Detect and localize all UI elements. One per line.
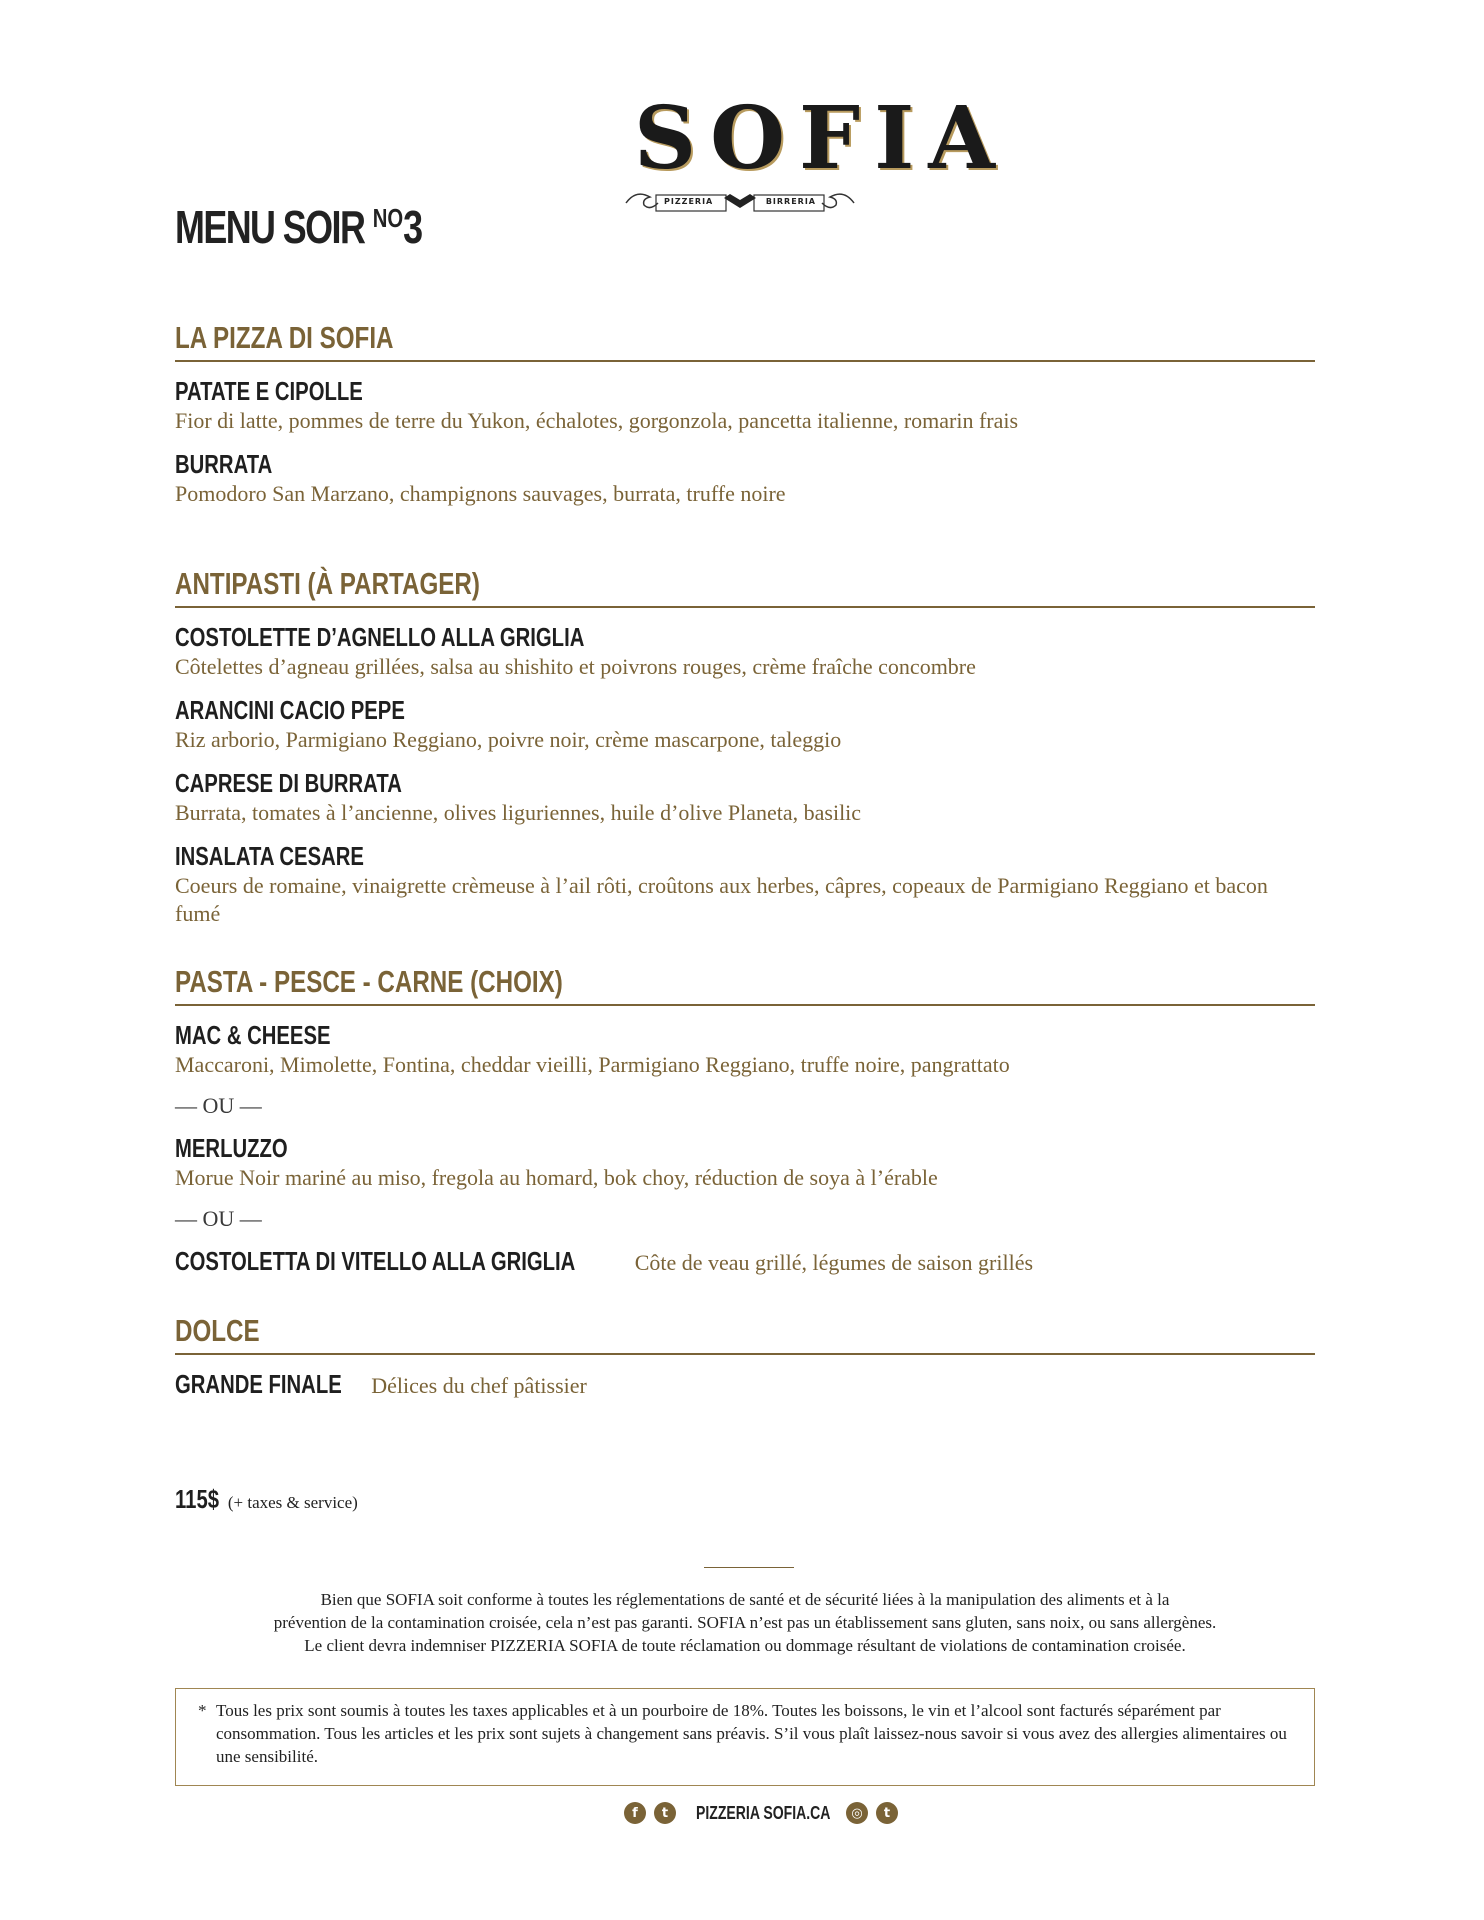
facebook-icon[interactable]: f — [624, 1802, 646, 1824]
menu-title-text: MENU SOIR — [175, 201, 365, 253]
item-name: COSTOLETTE D’AGNELLO ALLA GRIGLIA — [175, 622, 585, 652]
logo-wordmark: SOFIA — [634, 88, 1010, 189]
menu-item — [175, 841, 1315, 928]
item-description: Burrata, tomates à l’ancienne, olives liguriennes, huile d’olive Planeta, basilic — [175, 800, 862, 825]
item-name: BURRATA — [175, 449, 273, 479]
menu-item — [175, 449, 1315, 508]
item-name: PATATE E CIPOLLE — [175, 376, 363, 406]
section-title: PASTA - PESCE - CARNE (CHOIX) — [175, 964, 1315, 1006]
menu-item — [175, 1246, 1315, 1277]
price-amount: 115$ — [175, 1484, 219, 1514]
tumblr-icon[interactable]: t — [876, 1802, 898, 1824]
section-title: DOLCE — [175, 1313, 1315, 1355]
section-dolce — [175, 1313, 1315, 1400]
choice-separator: — OU — — [175, 1093, 262, 1118]
instagram-icon[interactable]: ◎ — [846, 1802, 868, 1824]
item-name: COSTOLETTA DI VITELLO ALLA GRIGLIA — [175, 1246, 576, 1276]
divider — [704, 1567, 794, 1568]
disclaimer-line: prévention de la contamination croisée, cela n’est pas garanti. SOFIA n’est pas un établissement sans gluten, sans noix, ou sans allergènes. — [273, 1613, 1217, 1632]
item-description: Coeurs de romaine, vinaigrette crèmeuse à l’ail rôti, croûtons aux herbes, câpres, copeaux de Parmigiano Reggiano et bacon fumé — [175, 873, 1268, 926]
notice-text: Tous les prix sont soumis à toutes les taxes applicables et à un pourboire de 18%. Toutes les boissons, le vin et l’alcool sont facturés séparément par consommation. Tous les articles et les prix sont sujets à changement sans préavis. S’il vous plaît laissez-nous savoir si vous avez des allergies alimentaires ou une sensibilité. — [216, 1701, 1287, 1766]
website-link[interactable]: PIZZERIA SOFIA.CA — [696, 1802, 831, 1823]
menu-item — [175, 768, 1315, 827]
menu-item — [175, 1369, 1315, 1400]
section-pizza — [175, 320, 1315, 508]
section-antipasti — [175, 566, 1315, 928]
menu-item — [175, 376, 1315, 435]
item-name: MERLUZZO — [175, 1133, 288, 1163]
menu-item — [175, 1020, 1315, 1079]
pricing-notice — [175, 1688, 1315, 1786]
item-name: ARANCINI CACIO PEPE — [175, 695, 405, 725]
item-description: Riz arborio, Parmigiano Reggiano, poivre noir, crème mascarpone, taleggio — [175, 727, 842, 752]
item-description: Maccaroni, Mimolette, Fontina, cheddar vieilli, Parmigiano Reggiano, truffe noire, pangrattato — [175, 1052, 1010, 1077]
menu-item — [175, 622, 1315, 681]
item-description: Côtelettes d’agneau grillées, salsa au shishito et poivrons rouges, crème fraîche concombre — [175, 654, 976, 679]
item-name: INSALATA CESARE — [175, 841, 364, 871]
menu-item — [175, 1133, 1315, 1192]
menu-price — [175, 1484, 358, 1515]
disclaimer-line: Le client devra indemniser PIZZERIA SOFIA de toute réclamation ou dommage résultant de violations de contamination croisée. — [304, 1636, 1186, 1655]
item-description: Délices du chef pâtissier — [371, 1373, 587, 1398]
item-description: Fior di latte, pommes de terre du Yukon, échalotes, gorgonzola, pancetta italienne, romarin frais — [175, 408, 1019, 433]
twitter-icon[interactable]: t — [654, 1802, 676, 1824]
logo-tag-birreria: BIRRERIA — [765, 197, 816, 206]
price-note: (+ taxes & service) — [227, 1493, 358, 1512]
menu-number: 3 — [403, 201, 422, 253]
section-pasta-pesce-carne — [175, 964, 1315, 1277]
menu-item — [175, 695, 1315, 754]
section-title: LA PIZZA DI SOFIA — [175, 320, 1315, 362]
menu-title — [175, 200, 422, 254]
logo-tag-pizzeria: PIZZERIA — [664, 197, 714, 206]
section-title: ANTIPASTI (À PARTAGER) — [175, 566, 1315, 608]
item-name: MAC & CHEESE — [175, 1020, 331, 1050]
footer-social — [624, 1800, 906, 1826]
choice-separator: — OU — — [175, 1206, 262, 1231]
item-name: CAPRESE DI BURRATA — [175, 768, 402, 798]
notice-asterisk: * — [198, 1701, 207, 1720]
item-name: GRANDE FINALE — [175, 1369, 342, 1399]
item-description: Côte de veau grillé, légumes de saison grillés — [634, 1250, 1034, 1275]
item-description: Pomodoro San Marzano, champignons sauvages, burrata, truffe noire — [175, 481, 786, 506]
allergen-disclaimer — [175, 1588, 1315, 1657]
sofia-logo — [620, 88, 1010, 216]
disclaimer-line: Bien que SOFIA soit conforme à toutes les réglementations de santé et de sécurité liées à la manipulation des aliments et à la — [320, 1590, 1170, 1609]
menu-content — [175, 320, 1315, 1436]
logo-banner — [620, 186, 860, 220]
item-description: Morue Noir mariné au miso, fregola au homard, bok choy, réduction de soya à l’érable — [175, 1165, 938, 1190]
menu-number-prefix: NO — [372, 203, 404, 233]
